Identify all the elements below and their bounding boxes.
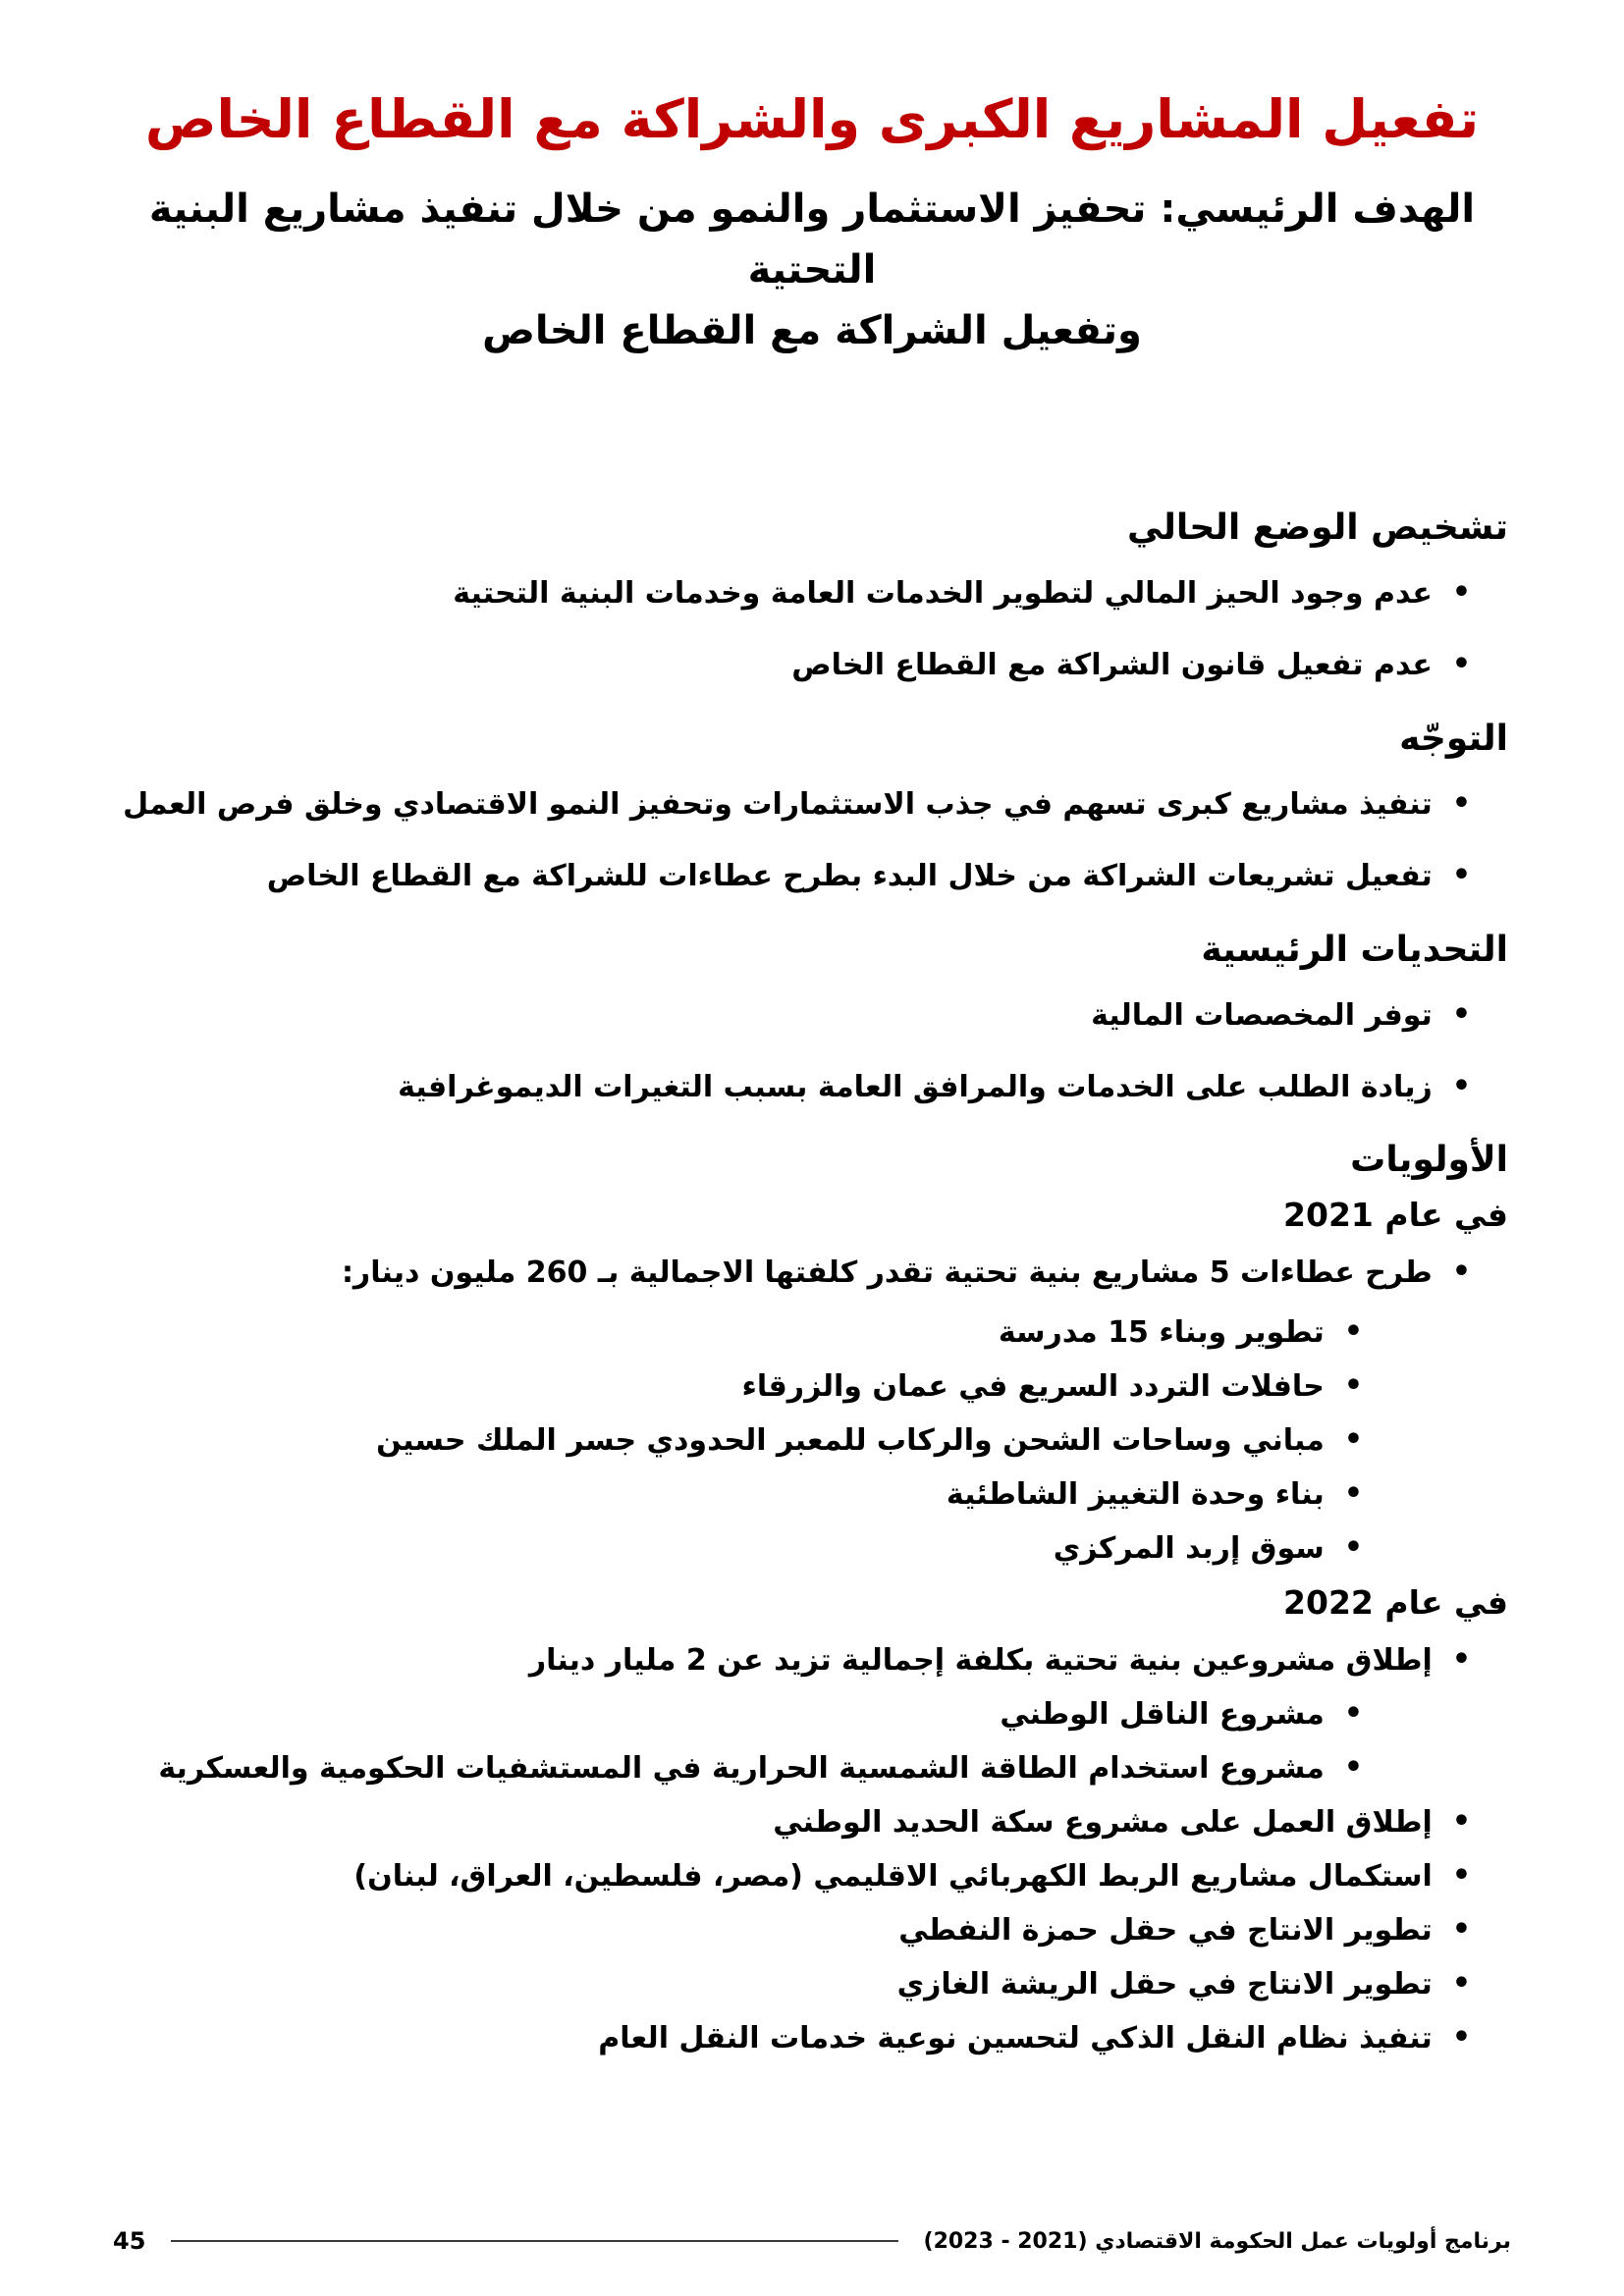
bullet-icon: • [1451,646,1471,681]
bullet-icon: • [1343,1368,1363,1404]
list-item [116,857,1508,895]
list-item [116,1911,1508,1949]
list-item-text: عدم تفعيل قانون الشراكة مع القطاع الخاص [791,647,1433,682]
page-title: تفعيل المشاريع الكبرى والشراكة مع القطاع الخاص [144,88,1480,150]
list-item [116,1749,1508,1788]
bullet-icon: • [1343,1476,1363,1512]
bullet-icon: • [1451,574,1471,610]
list-item-text: مشروع الناقل الوطني [1000,1697,1325,1733]
main-goal-line1: الهدف الرئيسي: تحفيز الاستثمار والنمو من خلال تنفيذ مشاريع البنية التحتية [148,186,1476,293]
list-item-text: استكمال مشاريع الربط الكهربائي الاقليمي (مصر، فلسطين، العراق، لبنان) [353,1859,1433,1895]
bullet-icon: • [1451,1255,1471,1290]
section-heading-priorities: الأولويات [1350,1140,1508,1181]
main-goal [116,179,1508,361]
list-item-text: تطوير الانتاج في حقل حمزة النفطي [898,1913,1433,1949]
list-item-text: تطوير وبناء 15 مدرسة [998,1315,1325,1351]
section-heading-challenges: التحديات الرئيسية [1201,929,1508,970]
bullet-icon: • [1451,1966,1471,2002]
bullet-icon: • [1451,785,1471,821]
section-challenges [116,929,1508,1106]
list-item [116,1695,1508,1734]
list-item [116,1475,1508,1514]
list-item [116,1803,1508,1842]
bullet-icon: • [1343,1696,1363,1732]
list-item-text: إطلاق العمل على مشروع سكة الحديد الوطني [773,1805,1433,1841]
footer-rule [171,2240,897,2242]
list-item [116,1313,1508,1352]
list-item [116,1421,1508,1460]
bullet-icon: • [1451,2020,1471,2056]
bullet-icon: • [1343,1750,1363,1786]
section-direction [116,718,1508,895]
section-current-situation [116,507,1508,684]
page-number: 45 [113,2227,146,2255]
footer-text: برنامج أولويات عمل الحكومة الاقتصادي (2021 - 2023) [923,2228,1511,2254]
bullet-icon: • [1451,997,1471,1033]
list-item-text: إطلاق مشروعين بنية تحتية بكلفة إجمالية تزيد عن 2 مليار دينار [528,1643,1433,1679]
bullet-icon: • [1451,1069,1471,1104]
list-item [116,996,1508,1035]
bullet-icon: • [1343,1314,1363,1350]
list-item [116,1965,1508,2003]
bullet-icon: • [1451,1804,1471,1840]
section-priorities [116,1140,1508,2057]
list-item [116,646,1508,684]
bullet-icon: • [1451,1912,1471,1948]
list-item [116,1641,1508,1680]
bullet-icon: • [1343,1530,1363,1566]
list-item [116,1529,1508,1568]
list-item [116,785,1508,824]
list-item-text: مباني وساحات الشحن والركاب للمعبر الحدودي جسر الملك حسين [376,1423,1325,1459]
list-item [116,1367,1508,1406]
list-item-text: تفعيل تشريعات الشراكة من خلال البدء بطرح عطاءات للشراكة مع القطاع الخاص [266,858,1433,893]
list-item-text: حافلات التردد السريع في عمان والزرقاء [741,1369,1325,1405]
list-item-text: تنفيذ نظام النقل الذكي لتحسين نوعية خدمات النقل العام [598,2021,1433,2056]
list-item [116,574,1508,613]
list-item-text: تنفيذ مشاريع كبرى تسهم في جذب الاستثمارات وتحفيز النمو الاقتصادي وخلق فرص العمل [123,786,1433,822]
bullet-icon: • [1451,857,1471,892]
list-item-text: طرح عطاءات 5 مشاريع بنية تحتية تقدر كلفتها الاجمالية بـ 260 مليون دينار: [341,1255,1433,1291]
list-item [116,1857,1508,1896]
list-item-text: توفر المخصصات المالية [1091,998,1433,1034]
list-item-text: عدم وجود الحيز المالي لتطوير الخدمات العامة وخدمات البنية التحتية [453,575,1433,611]
list-item-text: سوق إربد المركزي [1053,1531,1325,1567]
page-footer [113,2227,1511,2255]
list-item-text: تطوير الانتاج في حقل الريشة الغازي [896,1967,1433,2002]
list-item-text: بناء وحدة التغييز الشاطئية [946,1477,1325,1513]
list-item [116,1068,1508,1106]
year-2021-label: في عام 2021 [1283,1196,1508,1235]
list-item [116,2019,1508,2057]
section-heading-direction: التوجّه [1399,718,1508,759]
year-2022-label: في عام 2022 [1283,1583,1508,1623]
section-heading-current-situation: تشخيص الوضع الحالي [1126,507,1508,548]
list-item [116,1254,1508,1292]
list-item-text: زيادة الطلب على الخدمات والمرافق العامة بسبب التغيرات الديموغرافية [398,1070,1433,1105]
bullet-icon: • [1451,1642,1471,1678]
list-item-text: مشروع استخدام الطاقة الشمسية الحرارية في المستشفيات الحكومية والعسكرية [158,1751,1325,1787]
bullet-icon: • [1451,1858,1471,1894]
main-goal-line2: وتفعيل الشراكة مع القطاع الخاص [482,307,1142,353]
bullet-icon: • [1343,1422,1363,1458]
